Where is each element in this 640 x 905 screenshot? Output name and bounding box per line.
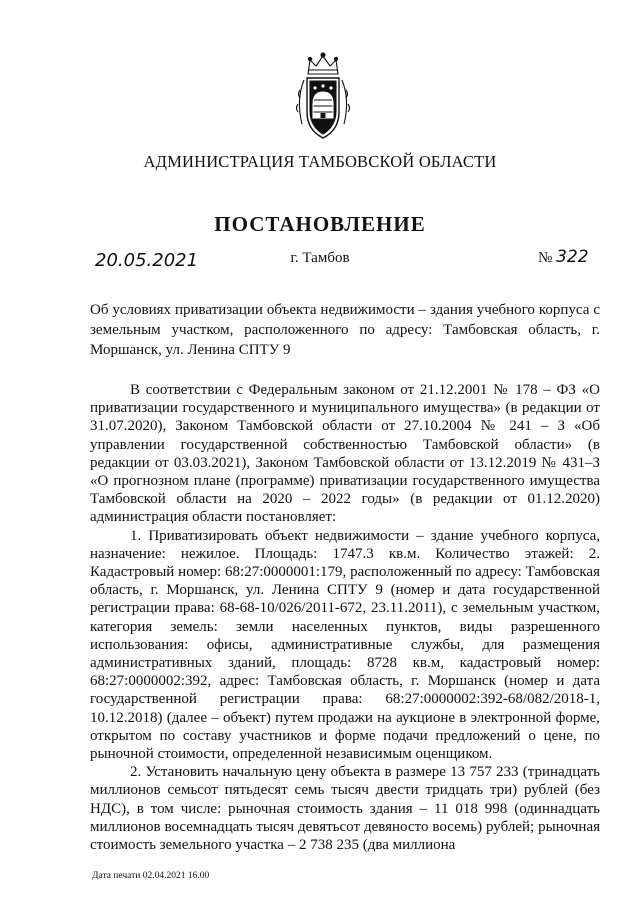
paragraph-item-1: 1. Приватизировать объект недвижимости – здание учебного корпуса, назначение: нежилое. Площадь: 1747.3 кв.м. Количество этажей: 2. Кадастровый номер: 68:27:0000001:179, расположенный по адресу: Тамбовская область, г. Моршанск, ул. Ленина СПТУ 9 (номер и дата государственной регистрации права: 68-68-10/026/2011-672, 23.11.2011), с земельным участком, категория земель: земли населенных пунктов, виды разрешенного использования: офисы, административные службы, для размещения административных зданий, площадь: 8728 кв.м, кадастровый номер: 68:27:0000002:392, адрес: Тамбовская область, г. Моршанск (номер и дата государственной регистрации права: 68:27:0000002:392-68/082/2018-1, 10.12.2018) (далее – объект) путем продажи на аукционе в электронной форме, открытом по составу участников и форме подачи предложений о цене, по рыночной стоимости, определенной независимым оценщиком.: [90, 527, 600, 763]
number-value: 322: [556, 247, 589, 267]
number-prefix: №: [538, 250, 553, 266]
organization-name: АДМИНИСТРАЦИЯ ТАМБОВСКОЙ ОБЛАСТИ: [143, 152, 497, 171]
paragraph-preamble: В соответствии с Федеральным законом от 21.12.2001 № 178 – ФЗ «О приватизации государственного и муниципального имущества» (в редакции от 31.07.2020), Законом Тамбовской области от 27.10.2004 № 241 – З «Об управлении государственной собственностью Тамбовской области» (в редакции от 03.03.2021), Законом Тамбовской области от 13.12.2019 № 431–З «О прогнозном плане (программе) приватизации государственного имущества Тамбовской области на 2020 – 2022 годы» (в редакции от 01.12.2020) администрация области постановляет:: [90, 382, 600, 526]
document-subject: Об условиях приватизации объекта недвижимости – здания учебного корпуса с земельным участком, расположенного по адресу: Тамбовская область, г. Моршанск, ул. Ленина СПТУ 9: [90, 302, 600, 358]
document-type-title: ПОСТАНОВЛЕНИЕ: [214, 212, 426, 236]
paragraph-item-2: 2. Установить начальную цену объекта в размере 13 757 233 (тринадцать миллионов семьсот пятьдесят семь тысяч двести тридцать три) рублей (без НДС), в том числе: рыночная стоимость здания – 11 018 998 (одиннадцать миллионов восемнадцать тысяч девятьсот девяносто восемь) рублей; рыночная стоимость земельного участка – 2 738 235 (два миллиона: [90, 764, 600, 854]
document-number: [538, 247, 589, 267]
document-date: 20.05.2021: [95, 250, 199, 271]
document-city: г. Тамбов: [290, 250, 350, 266]
document-body: [90, 381, 600, 854]
print-date-footer: Дата печати 02.04.2021 16.00: [92, 871, 210, 881]
coat-of-arms-icon: [294, 50, 352, 142]
